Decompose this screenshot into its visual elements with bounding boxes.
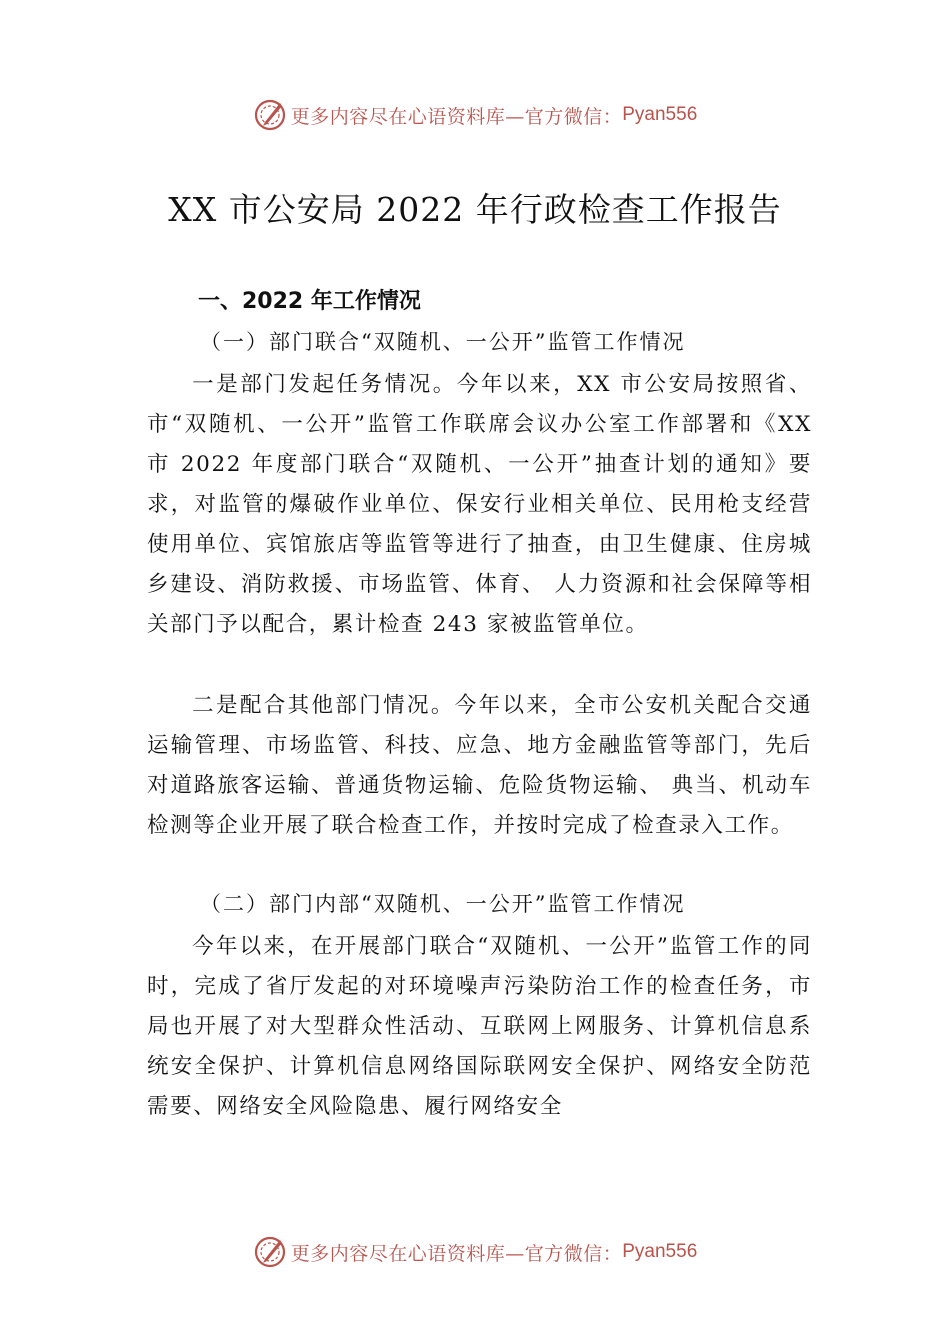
subsection-heading-2: （二）部门内部“双随机、一公开”监管工作情况 bbox=[200, 892, 686, 916]
watermark-wechat-id: Pyan556 bbox=[622, 104, 698, 125]
quill-logo-icon bbox=[253, 98, 287, 132]
document-title: XX 市公安局 2022 年行政检查工作报告 bbox=[168, 190, 782, 229]
subsection-heading-1: （一）部门联合“双随机、一公开”监管工作情况 bbox=[200, 330, 686, 354]
paragraph-2: 二是配合其他部门情况。今年以来，全市公安机关配合交通运输管理、市场监管、科技、应急、地方金融监管等部门，先后对道路旅客运输、普通货物运输、危险货物运输、 典当、机动车检测等企业开展了联合检查工作，并按时完成了检查录入工作。 bbox=[147, 693, 812, 838]
header-watermark bbox=[0, 95, 950, 135]
paragraph-1: 一是部门发起任务情况。今年以来，XX 市公安局按照省、市“双随机、一公开”监管工作联席会议办公室工作部署和《XX 市 2022 年度部门联合“双随机、一公开”抽查计划的通知》要求，对监管的爆破作业单位、保安行业相关单位、民用枪支经营使用单位、宾馆旅店等监管等进行了抽查，由卫生健康、住房城乡建设、消防救援、市场监管、体育、 人力资源和社会保障等相关部门予以配合，累计检查 243 家被监管单位。 bbox=[147, 372, 812, 637]
section-heading: 一、2022 年工作情况 bbox=[198, 289, 421, 314]
quill-logo-icon bbox=[253, 1235, 287, 1269]
watermark-text: 更多内容尽在心语资料库—官方微信： bbox=[290, 105, 623, 128]
paragraph-3: 今年以来，在开展部门联合“双随机、一公开”监管工作的同时，完成了省厅发起的对环境噪声污染防治工作的检查任务，市局也开展了对大型群众性活动、互联网上网服务、计算机信息系统安全保护、计算机信息网络国际联网安全保护、网络安全防范需要、网络安全风险隐患、履行网络安全 bbox=[147, 934, 812, 1119]
footer-watermark bbox=[0, 1232, 950, 1272]
watermark-text: 更多内容尽在心语资料库—官方微信： bbox=[290, 1242, 623, 1265]
watermark-wechat-id: Pyan556 bbox=[622, 1241, 698, 1262]
